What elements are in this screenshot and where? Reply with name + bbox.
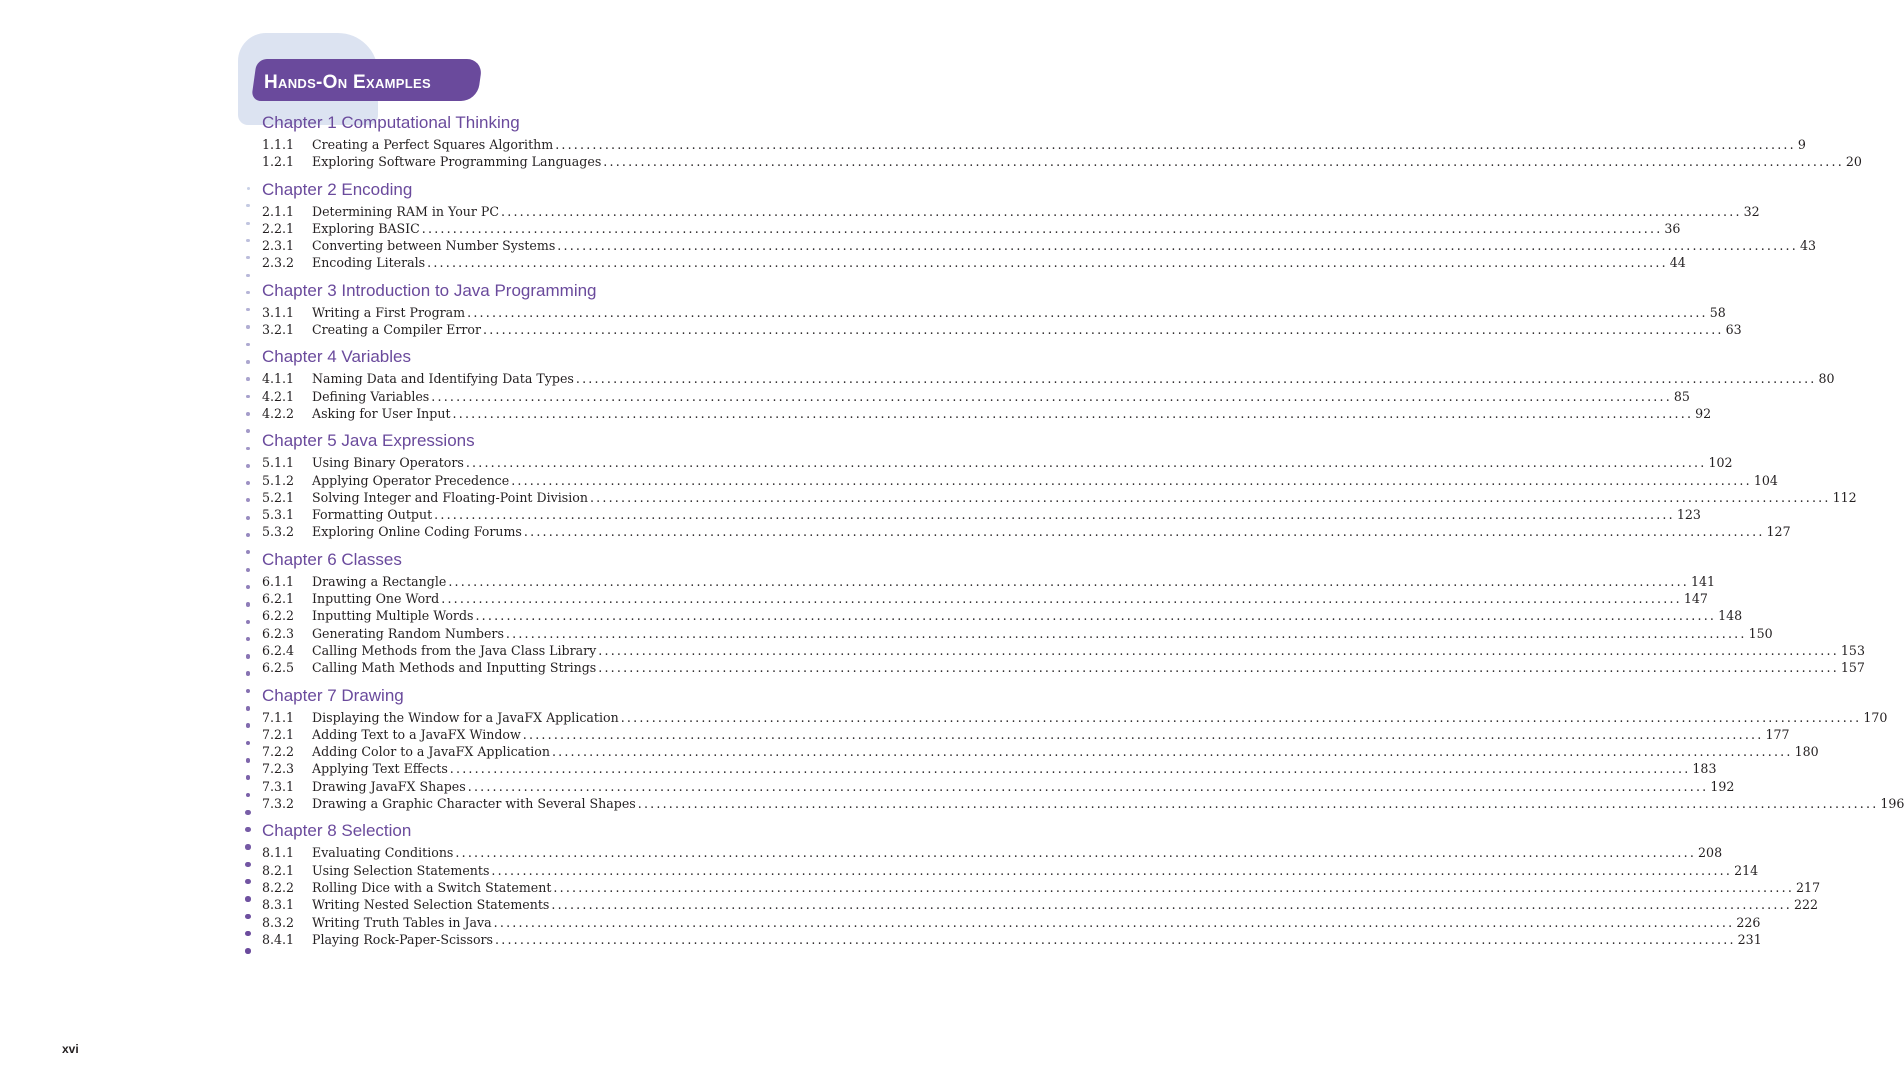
entry-title: Defining Variables xyxy=(312,388,430,404)
entry-page-number: 58 xyxy=(1709,304,1726,320)
decorative-dot xyxy=(246,671,251,676)
entry-number: 4.2.1 xyxy=(262,388,295,404)
toc-entry[interactable] xyxy=(262,795,1904,812)
entry-page-number: 141 xyxy=(1690,573,1716,589)
dot-leader: ........................................................................................................................................................................................................ xyxy=(491,862,1733,878)
entry-number: 6.2.5 xyxy=(262,660,295,676)
entry-page-number: 183 xyxy=(1692,761,1717,777)
dot-leader: ........................................................................................................................................................................................................ xyxy=(452,405,1694,421)
entry-page-number: 170 xyxy=(1863,709,1888,725)
decorative-dot xyxy=(245,844,250,849)
entry-number: 6.2.3 xyxy=(262,625,295,641)
decorative-dot xyxy=(246,602,250,606)
entry-page-number: 36 xyxy=(1664,220,1681,236)
toc-entry[interactable] xyxy=(262,726,1790,743)
decorative-dot xyxy=(246,689,251,694)
chapter-title[interactable]: Chapter 8 Selection xyxy=(262,821,412,841)
entry-title: Exploring BASIC xyxy=(312,220,420,236)
decorative-dot xyxy=(246,395,250,399)
decorative-dot xyxy=(246,775,251,780)
entry-page-number: 147 xyxy=(1683,591,1708,607)
decorative-dot xyxy=(246,308,249,311)
decorative-dot xyxy=(245,879,250,884)
toc-entry[interactable] xyxy=(262,573,1716,590)
entry-page-number: 180 xyxy=(1794,744,1819,760)
dot-leader: ........................................................................................................................................................................................................ xyxy=(475,608,1717,624)
decorative-dot xyxy=(246,568,250,572)
decorative-dot xyxy=(246,239,249,242)
dot-leader: ........................................................................................................................................................................................................ xyxy=(449,761,1691,777)
decorative-dot xyxy=(246,222,249,225)
toc-entry[interactable] xyxy=(262,743,1819,760)
entry-page-number: 80 xyxy=(1818,371,1835,387)
chapter-section xyxy=(262,430,1857,540)
entry-page-number: 104 xyxy=(1753,472,1778,488)
decorative-dot xyxy=(246,464,250,468)
entry-page-number: 112 xyxy=(1832,489,1857,505)
entry-page-number: 9 xyxy=(1797,137,1806,152)
dot-leader: ........................................................................................................................................................................................................ xyxy=(467,304,1708,320)
decorative-dot xyxy=(245,896,250,901)
entry-title: Inputting Multiple Words xyxy=(312,608,474,624)
entry-number: 5.3.2 xyxy=(262,524,295,540)
dot-leader: ........................................................................................................................................................................................................ xyxy=(495,931,1736,947)
dot-leader: ........................................................................................................................................................................................................ xyxy=(501,203,1742,219)
table-of-contents xyxy=(262,112,1904,956)
toc-entry[interactable] xyxy=(262,304,1726,321)
dot-leader: ........................................................................................................................................................................................................ xyxy=(557,238,1798,254)
decorative-dot xyxy=(245,948,251,954)
dot-leader: ........................................................................................................................................................................................................ xyxy=(523,524,1765,540)
entry-number: 5.3.1 xyxy=(262,507,295,523)
toc-entry[interactable] xyxy=(262,523,1791,540)
toc-entry[interactable] xyxy=(262,472,1778,489)
entry-number: 8.3.1 xyxy=(262,897,295,913)
entry-page-number: 20 xyxy=(1845,154,1862,170)
entry-title: Naming Data and Identifying Data Types xyxy=(312,371,574,387)
entry-page-number: 32 xyxy=(1743,203,1760,219)
entry-title: Formatting Output xyxy=(312,507,433,523)
entry-number: 1.1.1 xyxy=(262,137,295,152)
entry-title: Encoding Literals xyxy=(312,255,426,271)
decorative-dot xyxy=(247,187,250,190)
entry-title: Solving Integer and Floating-Point Division xyxy=(312,489,588,505)
entry-title: Applying Text Effects xyxy=(312,761,448,777)
entry-number: 2.3.1 xyxy=(262,238,295,254)
entry-page-number: 123 xyxy=(1676,507,1701,523)
dot-leader: ........................................................................................................................................................................................................ xyxy=(441,591,1682,607)
toc-entry[interactable] xyxy=(262,220,1681,237)
chapter-section xyxy=(262,346,1835,422)
decorative-dot xyxy=(246,585,250,589)
dot-leader: ........................................................................................................................................................................................................ xyxy=(637,796,1879,812)
entry-number: 8.3.2 xyxy=(262,914,295,930)
decorative-dot xyxy=(246,793,251,798)
dot-leader: ........................................................................................................................................................................................................ xyxy=(434,507,1675,523)
entry-number: 8.1.1 xyxy=(262,845,295,861)
toc-entry[interactable] xyxy=(262,405,1712,422)
entry-title: Asking for User Input xyxy=(312,405,451,421)
dot-leader: ........................................................................................................................................................................................................ xyxy=(493,914,1735,930)
entry-title: Exploring Software Programming Languages xyxy=(312,154,602,170)
toc-entry[interactable] xyxy=(262,506,1701,523)
dot-leader: ........................................................................................................................................................................................................ xyxy=(620,709,1862,725)
entry-title: Drawing JavaFX Shapes xyxy=(312,778,466,794)
toc-entry[interactable] xyxy=(262,370,1835,387)
dot-leader: ........................................................................................................................................................................................................ xyxy=(551,744,1793,760)
dot-leader: ........................................................................................................................................................................................................ xyxy=(603,154,1844,170)
entry-number: 8.4.1 xyxy=(262,931,295,947)
entry-page-number: 231 xyxy=(1737,931,1762,947)
toc-entry[interactable] xyxy=(262,321,1742,338)
chapter-section xyxy=(262,280,1742,339)
decorative-dot xyxy=(246,256,249,259)
decorative-dot xyxy=(246,706,251,711)
dot-leader: ........................................................................................................................................................................................................ xyxy=(511,472,1752,488)
chapter-title[interactable]: Chapter 4 Variables xyxy=(262,347,411,367)
toc-entry[interactable] xyxy=(262,254,1686,271)
entry-page-number: 153 xyxy=(1840,642,1865,658)
toc-entry[interactable] xyxy=(262,625,1773,642)
entry-page-number: 196 xyxy=(1880,796,1904,812)
entry-number: 7.3.2 xyxy=(262,796,295,812)
entry-page-number: 44 xyxy=(1669,255,1686,271)
toc-entry[interactable] xyxy=(262,489,1857,506)
entry-page-number: 63 xyxy=(1725,322,1742,338)
entry-title: Converting between Number Systems xyxy=(312,238,556,254)
entry-number: 7.3.1 xyxy=(262,778,295,794)
entry-page-number: 148 xyxy=(1718,608,1743,624)
entry-number: 5.1.2 xyxy=(262,472,295,488)
entry-number: 4.1.1 xyxy=(262,371,295,387)
dot-leader: ........................................................................................................................................................................................................ xyxy=(482,322,1724,338)
entry-title: Exploring Online Coding Forums xyxy=(312,524,522,540)
chapter-section xyxy=(262,820,1821,948)
entry-number: 6.2.2 xyxy=(262,608,295,624)
toc-entry[interactable] xyxy=(262,388,1690,405)
entry-page-number: 217 xyxy=(1796,879,1821,895)
entry-number: 7.1.1 xyxy=(262,709,295,725)
decorative-dot xyxy=(246,723,251,728)
dot-leader: ........................................................................................................................................................................................................ xyxy=(505,625,1747,641)
dot-leader: ........................................................................................................................................................................................................ xyxy=(427,255,1668,271)
entry-title: Writing Truth Tables in Java xyxy=(312,914,492,930)
page-number: xvi xyxy=(62,1042,79,1056)
dot-leader: ........................................................................................................................................................................................................ xyxy=(431,388,1672,404)
decorative-dot xyxy=(246,637,250,641)
decorative-dot xyxy=(245,931,250,936)
decorative-dot xyxy=(246,274,249,277)
decorative-dot xyxy=(246,204,249,207)
dot-leader: ........................................................................................................................................................................................................ xyxy=(555,137,1796,152)
entry-page-number: 127 xyxy=(1766,524,1791,540)
entry-page-number: 177 xyxy=(1765,726,1790,742)
toc-entry[interactable] xyxy=(262,203,1760,220)
decorative-dot xyxy=(246,533,250,537)
chapter-title[interactable]: Chapter 7 Drawing xyxy=(262,685,404,705)
entry-page-number: 214 xyxy=(1734,862,1759,878)
toc-entry[interactable] xyxy=(262,709,1888,726)
entry-page-number: 192 xyxy=(1710,778,1735,794)
toc-entry[interactable] xyxy=(262,607,1743,624)
chapter-title[interactable]: Chapter 3 Introduction to Java Programming xyxy=(262,280,597,300)
dot-leader: ........................................................................................................................................................................................................ xyxy=(467,778,1709,794)
chapter-title[interactable]: Chapter 5 Java Expressions xyxy=(262,431,475,451)
decorative-dot xyxy=(246,498,250,502)
toc-entry[interactable] xyxy=(262,153,1862,170)
entry-title: Creating a Perfect Squares Algorithm xyxy=(312,137,554,152)
entry-number: 5.2.1 xyxy=(262,489,295,505)
entry-number: 8.2.2 xyxy=(262,879,295,895)
decorative-dot xyxy=(246,447,250,451)
entry-title: Adding Text to a JavaFX Window xyxy=(312,726,521,742)
entry-title: Writing Nested Selection Statements xyxy=(312,897,550,913)
toc-entry[interactable] xyxy=(262,896,1819,913)
chapter-section xyxy=(262,549,1865,677)
toc-entry[interactable] xyxy=(262,760,1717,777)
decorative-dot xyxy=(246,343,250,347)
entry-title: Displaying the Window for a JavaFX Application xyxy=(312,709,619,725)
entry-title: Determining RAM in Your PC xyxy=(312,203,500,219)
dot-leader: ........................................................................................................................................................................................................ xyxy=(522,726,1764,742)
decorative-dot xyxy=(246,758,251,763)
entry-number: 7.2.1 xyxy=(262,726,295,742)
decorative-dot xyxy=(245,862,250,867)
entry-page-number: 43 xyxy=(1799,238,1816,254)
section-banner-label: Hands-On Examples xyxy=(264,72,431,93)
chapter-title[interactable]: Chapter 1 Computational Thinking xyxy=(262,113,520,132)
entry-title: Writing a First Program xyxy=(312,304,466,320)
entry-title: Using Binary Operators xyxy=(312,455,464,471)
entry-title: Creating a Compiler Error xyxy=(312,322,481,338)
dot-leader: ........................................................................................................................................................................................................ xyxy=(465,455,1707,471)
chapter-title[interactable]: Chapter 6 Classes xyxy=(262,549,402,569)
entry-number: 6.1.1 xyxy=(262,573,295,589)
decorative-dot xyxy=(246,481,250,485)
entry-page-number: 92 xyxy=(1695,405,1712,421)
entry-title: Applying Operator Precedence xyxy=(312,472,510,488)
decorative-dot xyxy=(246,377,250,381)
entry-number: 2.2.1 xyxy=(262,220,295,236)
toc-entry[interactable] xyxy=(262,659,1865,676)
entry-number: 5.1.1 xyxy=(262,455,295,471)
decorative-dot xyxy=(246,741,251,746)
entry-title: Using Selection Statements xyxy=(312,862,490,878)
toc-entry[interactable] xyxy=(262,778,1735,795)
entry-page-number: 222 xyxy=(1794,897,1819,913)
entry-title: Drawing a Rectangle xyxy=(312,573,447,589)
dot-leader: ........................................................................................................................................................................................................ xyxy=(421,220,1663,236)
entry-title: Calling Math Methods and Inputting Strings xyxy=(312,660,597,676)
toc-entry[interactable] xyxy=(262,862,1759,879)
entry-title: Playing Rock-Paper-Scissors xyxy=(312,931,494,947)
entry-number: 2.1.1 xyxy=(262,203,295,219)
dot-leader: ........................................................................................................................................................................................................ xyxy=(551,897,1792,913)
decorative-dot xyxy=(246,620,250,624)
toc-entry[interactable] xyxy=(262,844,1723,861)
entry-title: Evaluating Conditions xyxy=(312,845,454,861)
entry-title: Adding Color to a JavaFX Application xyxy=(312,744,550,760)
entry-page-number: 226 xyxy=(1736,914,1761,930)
entry-number: 8.2.1 xyxy=(262,862,295,878)
decorative-dot xyxy=(246,412,250,416)
decorative-dot xyxy=(246,291,249,294)
dot-leader: ........................................................................................................................................................................................................ xyxy=(553,879,1795,895)
entry-title: Generating Random Numbers xyxy=(312,625,504,641)
decorative-dot xyxy=(246,325,249,328)
entry-title: Drawing a Graphic Character with Several Shapes xyxy=(312,796,636,812)
toc-entry[interactable] xyxy=(262,237,1816,254)
chapter-title[interactable]: Chapter 2 Encoding xyxy=(262,179,413,199)
toc-entry[interactable] xyxy=(262,931,1762,948)
decorative-dot xyxy=(246,429,250,433)
entry-title: Calling Methods from the Java Class Library xyxy=(312,642,597,658)
entry-page-number: 157 xyxy=(1840,660,1865,676)
dot-leader: ........................................................................................................................................................................................................ xyxy=(598,642,1839,658)
entry-number: 2.3.2 xyxy=(262,255,295,271)
entry-number: 3.1.1 xyxy=(262,304,295,320)
entry-page-number: 85 xyxy=(1673,388,1690,404)
toc-entry[interactable] xyxy=(262,879,1821,896)
decorative-dot xyxy=(246,654,251,659)
entry-number: 7.2.3 xyxy=(262,761,295,777)
entry-page-number: 102 xyxy=(1708,455,1733,471)
dot-leader: ........................................................................................................................................................................................................ xyxy=(455,845,1697,861)
entry-number: 3.2.1 xyxy=(262,322,295,338)
chapter-section xyxy=(262,179,1816,272)
entry-title: Inputting One Word xyxy=(312,591,440,607)
dot-leader: ........................................................................................................................................................................................................ xyxy=(448,573,1689,589)
dot-leader: ........................................................................................................................................................................................................ xyxy=(575,371,1817,387)
decorative-dot xyxy=(245,827,250,832)
entry-number: 1.2.1 xyxy=(262,154,295,170)
dot-leader: ........................................................................................................................................................................................................ xyxy=(598,660,1839,676)
chapter-section xyxy=(262,112,1862,171)
entry-page-number: 208 xyxy=(1698,845,1723,861)
decorative-dot xyxy=(246,516,250,520)
decorative-dot xyxy=(245,810,250,815)
decorative-dot xyxy=(246,550,250,554)
toc-entry[interactable] xyxy=(262,136,1806,153)
toc-entry[interactable] xyxy=(262,642,1865,659)
entry-number: 7.2.2 xyxy=(262,744,295,760)
chapter-section xyxy=(262,685,1904,813)
decorative-dot xyxy=(246,360,250,364)
entry-number: 6.2.1 xyxy=(262,591,295,607)
toc-entry[interactable] xyxy=(262,454,1733,471)
toc-entry[interactable] xyxy=(262,590,1708,607)
entry-number: 6.2.4 xyxy=(262,642,295,658)
entry-number: 4.2.2 xyxy=(262,405,295,421)
toc-entry[interactable] xyxy=(262,914,1761,931)
decorative-dot xyxy=(245,914,250,919)
entry-title: Rolling Dice with a Switch Statement xyxy=(312,879,552,895)
dot-leader: ........................................................................................................................................................................................................ xyxy=(589,489,1831,505)
entry-page-number: 150 xyxy=(1748,625,1773,641)
